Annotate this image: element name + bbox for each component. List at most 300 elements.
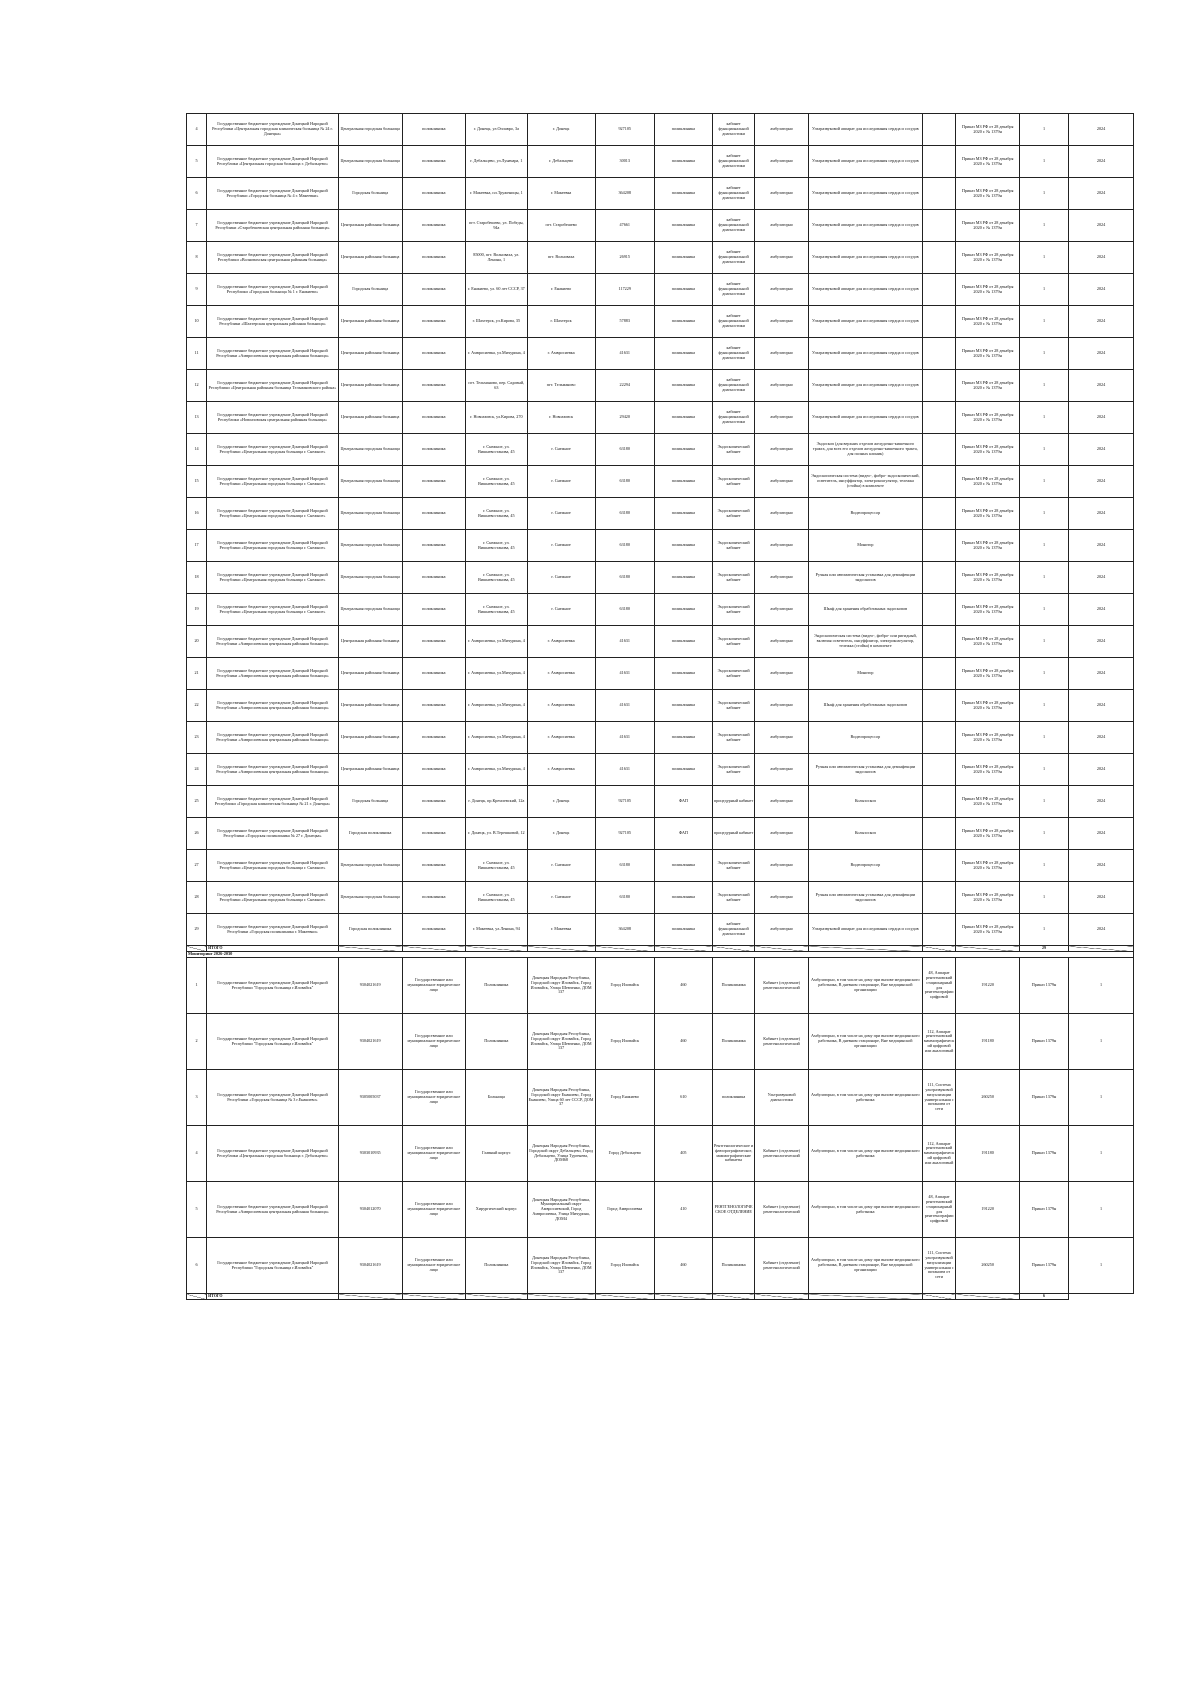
row-number: 16 — [187, 498, 207, 530]
population: 41631 — [595, 658, 654, 690]
table-row — [187, 242, 1134, 274]
count: 1 — [1019, 434, 1068, 466]
population: 30013 — [595, 146, 654, 178]
count: 1 — [1019, 178, 1068, 210]
year: 2024 — [1069, 722, 1134, 754]
subdivision: поликлиника — [654, 594, 712, 626]
equipment: Ультразвуковой аппарат для исследования сердца и сосудов — [808, 370, 922, 402]
facility-category: поликлиника — [402, 850, 466, 882]
org-prefix: Государственное бюджетное учреждение Донецкой Народной Республики — [216, 763, 328, 774]
row-number: 2 — [187, 1014, 207, 1070]
table-row — [187, 882, 1134, 914]
care-mode: Амбулаторно, в том числе на дому при вызове медицинского работника — [808, 1070, 922, 1126]
order: Приказ МЗ РФ от 28 декабря 2020 г. № 1379н — [956, 498, 1020, 530]
room: Эндоскопический кабинет — [712, 530, 754, 562]
facility-type: Центральная районная больница — [338, 690, 402, 722]
care-mode: амбулаторно — [755, 594, 809, 626]
count: 1 — [1019, 338, 1068, 370]
address: Донецкая Народная Республика, Городской округ Иловайск, Город Иловайск, Улица Шевченко, ДОМ 137 — [527, 958, 595, 1014]
facility-category: поликлиника — [402, 594, 466, 626]
org-prefix: Государственное бюджетное учреждение Донецкой Народной Республики — [217, 475, 328, 486]
count: 1 — [1019, 242, 1068, 274]
org-title: «Волновахская центральная районная больница» — [239, 256, 328, 262]
facility-category: поликлиника — [402, 274, 466, 306]
care-mode: амбулаторно — [755, 498, 809, 530]
facility-category: поликлиника — [402, 210, 466, 242]
room: Эндоскопический кабинет — [712, 754, 754, 786]
empty — [922, 818, 956, 850]
subdivision: ФАП — [654, 818, 712, 850]
city: Город Иловайск — [595, 958, 654, 1014]
subdivision: поликлиника — [654, 658, 712, 690]
facility-type: Городская поликлиника — [338, 914, 402, 946]
subdivision: поликлиника — [654, 466, 712, 498]
table-row — [187, 434, 1134, 466]
equipment: Ультразвуковой аппарат для исследования сердца и сосудов — [808, 306, 922, 338]
facility-category: Больница — [466, 1070, 527, 1126]
facility-category: Хирургический корпус — [466, 1182, 527, 1238]
org-title: "Городская больница г.Иловайск" — [253, 1040, 314, 1046]
address: г. Амвросиевка, ул.Мичурина, 4 — [466, 658, 527, 690]
total-value: 29 — [1019, 946, 1068, 952]
population: 63180 — [595, 882, 654, 914]
org-title: «Городская поликлиника № 27 г. Донецка» — [245, 832, 322, 838]
row-number: 18 — [187, 562, 207, 594]
count: 1 — [1019, 114, 1068, 146]
population: 47661 — [595, 210, 654, 242]
city: г. Амвросиевка — [527, 626, 595, 658]
facility-type: Центральная городская больница — [338, 562, 402, 594]
facility-type: Центральная районная больница — [338, 338, 402, 370]
order: Приказ МЗ РФ от 28 декабря 2020 г. № 1379н — [956, 722, 1020, 754]
org-name — [207, 338, 339, 370]
facility-type: Центральная городская больница — [338, 530, 402, 562]
year: 2024 — [1069, 402, 1134, 434]
order: Приказ МЗ РФ от 28 декабря 2020 г. № 1379н — [956, 626, 1020, 658]
equipment: Ультразвуковой аппарат для исследования сердца и сосудов — [808, 210, 922, 242]
population: 41631 — [595, 338, 654, 370]
room: Эндоскопический кабинет — [712, 850, 754, 882]
count: 1 — [1069, 1238, 1134, 1294]
order: Приказ МЗ РФ от 28 декабря 2020 г. № 1379н — [956, 114, 1020, 146]
care-mode: Амбулаторно, в том числе на дому при вызове медицинского работника — [808, 1182, 922, 1238]
subdivision: поликлиника — [654, 274, 712, 306]
empty — [922, 658, 956, 690]
order: Приказ МЗ РФ от 28 декабря 2020 г. № 1379н — [956, 786, 1020, 818]
facility-category: поликлиника — [402, 882, 466, 914]
subdivision: поликлиника — [654, 242, 712, 274]
total-label: ИТОГО — [207, 946, 339, 952]
subdivision: поликлиника — [654, 114, 712, 146]
table-row — [187, 722, 1134, 754]
empty — [922, 370, 956, 402]
row-number: 14 — [187, 434, 207, 466]
city: г. Донецк — [527, 114, 595, 146]
care-mode: Амбулаторно, в том числе на дому при вызове медицинского работника, В дневном стационаре, Вне медицинской организации — [808, 958, 922, 1014]
population: 63180 — [595, 434, 654, 466]
count: 1 — [1019, 210, 1068, 242]
city: г. Снежное — [527, 882, 595, 914]
row-number: 24 — [187, 754, 207, 786]
order: Приказ МЗ РФ от 28 декабря 2020 г. № 1379н — [956, 242, 1020, 274]
count: 1 — [1019, 626, 1068, 658]
count: 1 — [1019, 594, 1068, 626]
inn: 9305005037 — [338, 1070, 402, 1126]
facility-category: Главный корпус — [466, 1126, 527, 1182]
org-prefix: Государственное бюджетное учреждение Донецкой Народной Республики — [217, 507, 328, 518]
city: г. Амвросиевка — [527, 754, 595, 786]
facility-type: Центральная районная больница — [338, 626, 402, 658]
org-title: «Центральная городская больница г. Дебальцево» — [239, 160, 328, 166]
subdivision: РЕНТГЕНОЛОГИЧЕСКОЕ ОТДЕЛЕНИЕ — [712, 1182, 754, 1238]
equipment: Ультразвуковой аппарат для исследования сердца и сосудов — [808, 178, 922, 210]
population: 41631 — [595, 690, 654, 722]
subdivision: поликлиника — [654, 402, 712, 434]
subdivision: поликлиника — [654, 850, 712, 882]
table-row — [187, 210, 1134, 242]
facility-type: Центральная городская больница — [338, 594, 402, 626]
population: 927105 — [595, 114, 654, 146]
room: кабинет функциональной диагностики — [712, 914, 754, 946]
org-prefix: Государственное бюджетное учреждение Донецкой Народной Республики — [217, 443, 328, 454]
care-mode: амбулаторно — [755, 530, 809, 562]
equipment: 111, Система ультразвуковой визуализации универсальная с питанием от сети — [922, 1238, 956, 1294]
address: г. Донецк, пр.Кремлевский, 12а — [466, 786, 527, 818]
org-title: «Новоазовская центральная районная больница» — [239, 416, 328, 422]
address: г. Снежное, ул. Вишневостанова, 45 — [466, 850, 527, 882]
population: 117229 — [595, 274, 654, 306]
org-prefix: Государственное бюджетное учреждение Донецкой Народной Республики — [217, 827, 328, 838]
org-prefix: Государственное бюджетное учреждение Донецкой Народной Республики — [216, 635, 328, 646]
inn: 9303010935 — [338, 1126, 402, 1182]
order: Приказ 1379н — [1019, 958, 1068, 1014]
row-number: 11 — [187, 338, 207, 370]
population: 26915 — [595, 242, 654, 274]
empty — [922, 466, 956, 498]
total-slash — [187, 1294, 207, 1300]
population: 460 — [654, 1238, 712, 1294]
org-title: «Шахтерская центральная районная больница» — [241, 320, 326, 326]
subdivision: Рентгенологическое и флюорографическое, маммографические кабинеты — [712, 1126, 754, 1182]
empty — [922, 594, 956, 626]
subdivision: поликлиника — [654, 498, 712, 530]
org-prefix: Государственное бюджетное учреждение Донецкой Народной Республики — [217, 891, 328, 902]
facility-category: Поликлиника — [466, 1014, 527, 1070]
org-title: «Городская больница № 4 г. Макеевки» — [248, 192, 319, 198]
year: 2024 — [1069, 626, 1134, 658]
org-name — [207, 562, 339, 594]
org-name — [207, 530, 339, 562]
year: 2024 — [1069, 338, 1134, 370]
city: г. Амвросиевка — [527, 338, 595, 370]
total-empty — [466, 1294, 527, 1300]
address: г. Амвросиевка, ул.Мичурина, 4 — [466, 338, 527, 370]
care-mode: амбулаторно — [755, 658, 809, 690]
care-mode: амбулаторно — [755, 786, 809, 818]
care-mode: амбулаторно — [755, 338, 809, 370]
org-title: "Городская больница г.Иловайск" — [253, 1264, 314, 1270]
row-number: 3 — [187, 1070, 207, 1126]
org-prefix: Государственное бюджетное учреждение Донецкой Народной Республики — [217, 1091, 328, 1102]
table-row — [187, 786, 1134, 818]
org-title: «Городская поликлиника г. Макеевки» — [249, 928, 318, 934]
population: 41631 — [595, 626, 654, 658]
row-number: 1 — [187, 958, 207, 1014]
org-title: «Центральная городская больница г. Дебальцево» — [239, 1152, 328, 1158]
year: 2024 — [1069, 306, 1134, 338]
org-name — [207, 818, 339, 850]
facility-type: Центральная районная больница — [338, 370, 402, 402]
empty — [922, 626, 956, 658]
table-row — [187, 818, 1134, 850]
facility-category: поликлиника — [402, 306, 466, 338]
total-empty — [922, 1294, 956, 1300]
facility-category: Поликлиника — [466, 958, 527, 1014]
legal-form: Государственное или муниципальное юридическое лицо — [402, 1014, 466, 1070]
table-row — [187, 466, 1134, 498]
subdivision: поликлиника — [654, 370, 712, 402]
care-mode: амбулаторно — [755, 722, 809, 754]
population: 41631 — [595, 722, 654, 754]
facility-type: Городская больница — [338, 178, 402, 210]
facility-type: Городская поликлиника — [338, 818, 402, 850]
empty — [922, 402, 956, 434]
org-name — [207, 466, 339, 498]
org-name — [207, 1182, 339, 1238]
address: г. Макеевка, ул.Ленина, 94 — [466, 914, 527, 946]
org-name — [207, 914, 339, 946]
org-name — [207, 1238, 339, 1294]
address: Донецкая Народная Республика, Городской округ Иловайск, Город Иловайск, Улица Шевченко, ДОМ 137 — [527, 1238, 595, 1294]
org-prefix: Государственное бюджетное учреждение Донецкой Народной Республики — [212, 121, 328, 132]
org-name — [207, 274, 339, 306]
row-number: 4 — [187, 114, 207, 146]
address: г. Новоазовск, ул.Кирова, 270 — [466, 402, 527, 434]
population: 63180 — [595, 466, 654, 498]
org-name — [207, 594, 339, 626]
subdivision: поликлиника — [654, 690, 712, 722]
table-row — [187, 370, 1134, 402]
equipment: 111, Система ультразвуковой визуализации универсальная с питанием от сети — [922, 1070, 956, 1126]
order: Приказ МЗ РФ от 28 декабря 2020 г. № 1379н — [956, 530, 1020, 562]
city: Город Амвросиевка — [595, 1182, 654, 1238]
org-prefix: Государственное бюджетное учреждение Донецкой Народной Республики — [217, 1035, 328, 1046]
table-row — [187, 402, 1134, 434]
facility-type: Центральная городская больница — [338, 146, 402, 178]
city: г. Донецк — [527, 818, 595, 850]
facility-type: Центральная городская больница — [338, 114, 402, 146]
facility-type: Центральная районная больница — [338, 402, 402, 434]
address: г. Донецк, ул. В.Терешковой, 12 — [466, 818, 527, 850]
order: Приказ МЗ РФ от 28 декабря 2020 г. № 1379н — [956, 306, 1020, 338]
table-row — [187, 594, 1134, 626]
empty — [922, 530, 956, 562]
org-prefix: Государственное бюджетное учреждение Донецкой Народной Республики — [217, 603, 328, 614]
org-prefix: Государственное бюджетное учреждение Донецкой Народной Республики — [217, 571, 328, 582]
order: Приказ 1379н — [1019, 1182, 1068, 1238]
subdivision: Поликлиника — [712, 958, 754, 1014]
order: Приказ МЗ РФ от 28 декабря 2020 г. № 1379н — [956, 594, 1020, 626]
facility-category: поликлиника — [402, 914, 466, 946]
room: Эндоскопический кабинет — [712, 722, 754, 754]
room: Эндоскопический кабинет — [712, 466, 754, 498]
facility-category: поликлиника — [402, 754, 466, 786]
org-prefix: Государственное бюджетное учреждение Донецкой Народной Республики — [214, 795, 328, 806]
room: Эндоскопический кабинет — [712, 594, 754, 626]
org-title: «Амвросиевская центральная районная больница» — [238, 672, 329, 678]
care-mode: амбулаторно — [755, 882, 809, 914]
care-mode: амбулаторно — [755, 818, 809, 850]
org-name — [207, 786, 339, 818]
facility-category: поликлиника — [402, 434, 466, 466]
city: г. Снежное — [527, 466, 595, 498]
org-title: «Старобешевская центральная районная больница» — [237, 224, 330, 230]
year: 2024 — [1069, 786, 1134, 818]
okpd-code: 191220 — [956, 1182, 1020, 1238]
address: г. Макеевка, пл.Труженицы, 1 — [466, 178, 527, 210]
facility-category: поликлиника — [402, 178, 466, 210]
room: Эндоскопический кабинет — [712, 562, 754, 594]
order: Приказ 1379н — [1019, 1014, 1068, 1070]
care-mode: амбулаторно — [755, 370, 809, 402]
okpd-code: 191180 — [956, 1014, 1020, 1070]
row-number: 19 — [187, 594, 207, 626]
equipment: Эндоскоп (для верхних отделов желудочно-кишечного тракта, для всех его отделов желудочно-кишечного тракта, для полных клиник) — [808, 434, 922, 466]
facility-category: поликлиника — [402, 722, 466, 754]
table-row — [187, 1238, 1134, 1294]
empty — [922, 178, 956, 210]
table-row — [187, 306, 1134, 338]
count: 1 — [1019, 850, 1068, 882]
subdivision: поликлиника — [654, 914, 712, 946]
equipment: Монитор — [808, 658, 922, 690]
order: Приказ 1379н — [1019, 1238, 1068, 1294]
address: г. Донецк, ул.Оплавро, 3а — [466, 114, 527, 146]
total-empty — [654, 1294, 712, 1300]
room: Эндоскопический кабинет — [712, 626, 754, 658]
facility-category: поликлиника — [402, 690, 466, 722]
address: г. Енакиево, ул. 60 лет СССР, 37 — [466, 274, 527, 306]
org-name — [207, 306, 339, 338]
address: г. Снежное, ул. Вишневостанова, 45 — [466, 562, 527, 594]
org-name — [207, 178, 339, 210]
order: Приказ МЗ РФ от 28 декабря 2020 г. № 1379н — [956, 338, 1020, 370]
room: Эндоскопический кабинет — [712, 658, 754, 690]
city: г. Снежное — [527, 594, 595, 626]
room: кабинет функциональной диагностики — [712, 242, 754, 274]
year: 2024 — [1069, 914, 1134, 946]
org-name — [207, 722, 339, 754]
org-name — [207, 754, 339, 786]
population: 410 — [654, 1182, 712, 1238]
empty — [922, 498, 956, 530]
count: 1 — [1019, 530, 1068, 562]
count: 1 — [1019, 402, 1068, 434]
org-title: «Центральная городская больница г. Снежное» — [241, 480, 326, 486]
address: г. Снежное, ул. Вишневостанова, 45 — [466, 594, 527, 626]
org-prefix: Государственное бюджетное учреждение Донецкой Народной Республики — [217, 539, 328, 550]
legal-form: Государственное или муниципальное юридическое лицо — [402, 1182, 466, 1238]
address: г. Снежное, ул. Вишневостанова, 45 — [466, 434, 527, 466]
facility-category: поликлиника — [402, 466, 466, 498]
org-title: «Амвросиевская центральная районная больница» — [238, 736, 329, 742]
city: Город Иловайск — [595, 1238, 654, 1294]
row-number: 22 — [187, 690, 207, 722]
total-empty — [338, 1294, 402, 1300]
address: г. Амвросиевка, ул.Мичурина, 4 — [466, 722, 527, 754]
equipment-table — [186, 113, 1134, 1300]
care-mode: Амбулаторно, в том числе на дому при вызове медицинского работника, В дневном стационаре, Вне медицинской организации — [808, 1238, 922, 1294]
table-row — [187, 754, 1134, 786]
city: Город Дебальцево — [595, 1126, 654, 1182]
population: 460 — [654, 958, 712, 1014]
empty — [922, 210, 956, 242]
care-mode: амбулаторно — [755, 690, 809, 722]
count: 1 — [1019, 466, 1068, 498]
facility-category: поликлиника — [402, 370, 466, 402]
facility-type: Центральная районная больница — [338, 306, 402, 338]
facility-type: Городская больница — [338, 274, 402, 306]
org-name — [207, 242, 339, 274]
inn: 9304021619 — [338, 1014, 402, 1070]
year: 2024 — [1069, 242, 1134, 274]
equipment: 48, Аппарат рентгеновский стационарный для рентгенографии цифровой — [922, 1182, 956, 1238]
count: 1 — [1019, 370, 1068, 402]
org-title: «Городская больница № 3 г.Енакиево» — [249, 1096, 318, 1102]
table-row — [187, 146, 1134, 178]
count: 1 — [1069, 1014, 1134, 1070]
count: 1 — [1019, 818, 1068, 850]
address: г. Снежное, ул. Вишневостанова, 45 — [466, 466, 527, 498]
care-mode: амбулаторно — [755, 434, 809, 466]
order: Приказ МЗ РФ от 28 декабря 2020 г. № 1379н — [956, 690, 1020, 722]
row-number: 13 — [187, 402, 207, 434]
year: 2024 — [1069, 178, 1134, 210]
address: Донецкая Народная Республика, Городской округ Дебальцево, Город Дебальцево, Улица Тургенева, ДОМ68 — [527, 1126, 595, 1182]
org-title: «Центральная городская больница г. Снежное» — [241, 864, 326, 870]
count: 1 — [1019, 882, 1068, 914]
facility-type: Центральная городская больница — [338, 434, 402, 466]
row-number: 12 — [187, 370, 207, 402]
population: 63180 — [595, 498, 654, 530]
row-number: 21 — [187, 658, 207, 690]
subdivision: Поликлиника — [712, 1238, 754, 1294]
org-name — [207, 1070, 339, 1126]
subdivision: поликлиника — [654, 146, 712, 178]
equipment: Ультразвуковой аппарат для исследования сердца и сосудов — [808, 146, 922, 178]
year: 2024 — [1069, 146, 1134, 178]
order: Приказ МЗ РФ от 28 декабря 2020 г. № 1379н — [956, 850, 1020, 882]
row-number: 25 — [187, 786, 207, 818]
order: Приказ МЗ РФ от 28 декабря 2020 г. № 1379н — [956, 914, 1020, 946]
room: кабинет функциональной диагностики — [712, 274, 754, 306]
equipment: Ультразвуковой аппарат для исследования сердца и сосудов — [808, 274, 922, 306]
care-mode: амбулаторно — [755, 626, 809, 658]
total-empty — [956, 1294, 1020, 1300]
subdivision: поликлиника — [654, 530, 712, 562]
org-title: «Центральная городская больница г. Снежное» — [241, 544, 326, 550]
facility-category: поликлиника — [402, 242, 466, 274]
room: Эндоскопический кабинет — [712, 882, 754, 914]
row-number: 23 — [187, 722, 207, 754]
room: процедурный кабинет — [712, 818, 754, 850]
table-row — [187, 1126, 1134, 1182]
equipment: Ультразвуковой аппарат для исследования сердца и сосудов — [808, 114, 922, 146]
row-number: 7 — [187, 210, 207, 242]
address: г. Шахтерск, ул.Кирова, 35 — [466, 306, 527, 338]
count: 1 — [1019, 562, 1068, 594]
room: Эндоскопический кабинет — [712, 434, 754, 466]
